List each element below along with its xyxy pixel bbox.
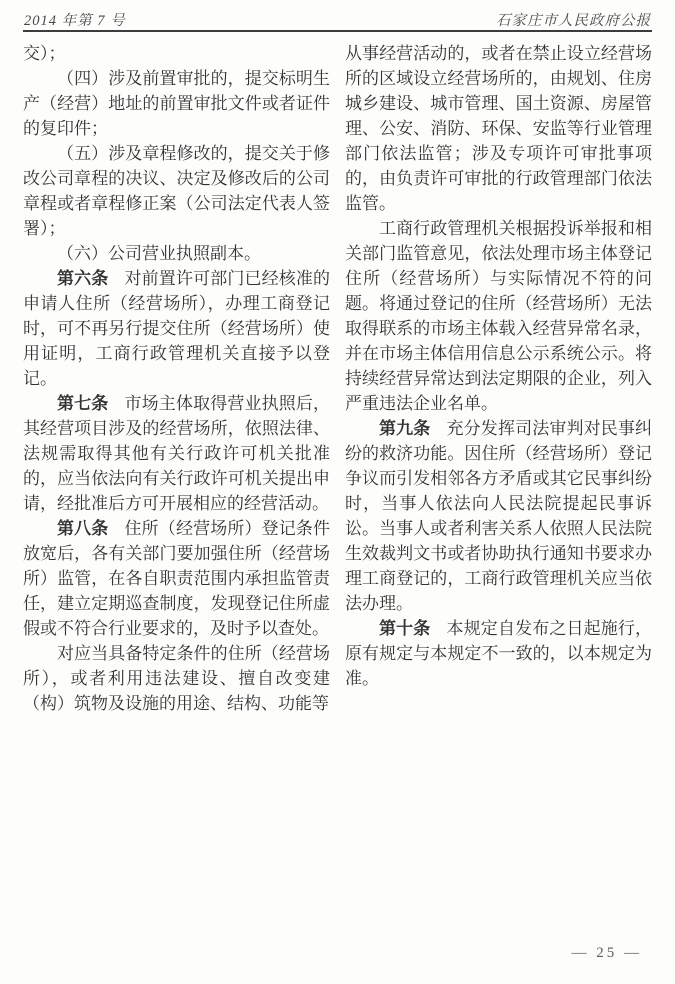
paragraph-article-10: [345, 616, 652, 691]
paragraph-item-4: [23, 66, 330, 141]
body-text: 对前置许可部门已经核准的申请人住所（经营场所），办理工商登记时，可不再另行提交住所（经营场所）使用证明，工商行政管理机关直接予以登记。: [23, 269, 331, 388]
header-publication-title: 石家庄市人民政府公报: [496, 13, 651, 29]
body-text: （六）公司营业执照副本。: [57, 244, 261, 263]
page-number: — 25 —: [571, 945, 642, 961]
paragraph-item-6: [23, 241, 330, 266]
paragraph-item-5: [23, 141, 330, 241]
paragraph-article-8-supervision: [345, 216, 652, 416]
body-text: 交）；: [23, 44, 66, 63]
paragraph-article-9: [345, 416, 652, 616]
article-heading: 第十条: [379, 619, 431, 638]
right-column: [345, 41, 652, 716]
article-heading: 第六条: [57, 269, 109, 288]
paragraph-article-8-cont: [23, 641, 330, 716]
article-heading: 第九条: [379, 419, 431, 438]
paragraph-article-8: [23, 516, 330, 641]
body-text: 充分发挥司法审判对民事纠纷的救济功能。因住所（经营场所）登记争议而引发相邻各方矛盾或其它民事纠纷时，当事人依法向人民法院提起民事诉讼。当事人或者利害关系人依照人民法院生效裁判文书或者协助执行通知书要求办理工商登记的，工商行政管理机关应当依法办理。: [345, 419, 653, 613]
body-text: （四）涉及前置审批的，提交标明生产（经营）地址的前置审批文件或者证件的复印件；: [23, 69, 330, 138]
paragraph-article-6: [23, 266, 330, 391]
paragraph-article-7: [23, 391, 330, 516]
body-text: 住所（经营场所）登记条件放宽后，各有关部门要加强住所（经营场所）监管，在各自职责范围内承担监管责任，建立定期巡查制度，发现登记住所虚假或不符合行业要求的，及时予以查处。: [23, 519, 331, 638]
body-text: 市场主体取得营业执照后，其经营项目涉及的经营场所，依照法律、法规需取得其他有关行政许可机关批准的，应当依法向有关行政许可机关提出申请，经批准后方可开展相应的经营活动。: [23, 394, 331, 513]
page-header: [24, 9, 651, 30]
header-rule: [23, 30, 652, 32]
article-heading: 第七条: [57, 394, 109, 413]
left-column: [23, 41, 330, 716]
body-text: 工商行政管理机关根据投诉举报和相关部门监管意见，依法处理市场主体登记住所（经营场所）与实际情况不符的问题。将通过登记的住所（经营场所）无法取得联系的市场主体载入经营异常名录，并在市场主体信用信息公示系统公示。将持续经营异常达到法定期限的企业，列入严重违法企业名单。: [345, 219, 652, 413]
document-body: [23, 41, 652, 716]
body-text: （五）涉及章程修改的，提交关于修改公司章程的决议、决定及修改后的公司章程或者章程修正案（公司法定代表人签署）；: [23, 144, 330, 238]
paragraph-continuation: [345, 41, 652, 216]
paragraph-continuation: [23, 41, 330, 66]
body-text: 本规定自发布之日起施行，原有规定与本规定不一致的，以本规定为准。: [345, 619, 653, 688]
body-text: 从事经营活动的，或者在禁止设立经营场所的区域设立经营场所的，由规划、住房城乡建设、城市管理、国土资源、房屋管理、公安、消防、环保、安监等行业管理部门依法监管；涉及专项许可审批事项的，由负责许可审批的行政管理部门依法监管。: [345, 44, 652, 213]
article-heading: 第八条: [57, 519, 109, 538]
body-text: 对应当具备特定条件的住所（经营场所），或者利用违法建设、擅自改变建（构）筑物及设施的用途、结构、功能等: [23, 644, 330, 713]
header-issue-number: 2014 年第 7 号: [24, 13, 126, 29]
